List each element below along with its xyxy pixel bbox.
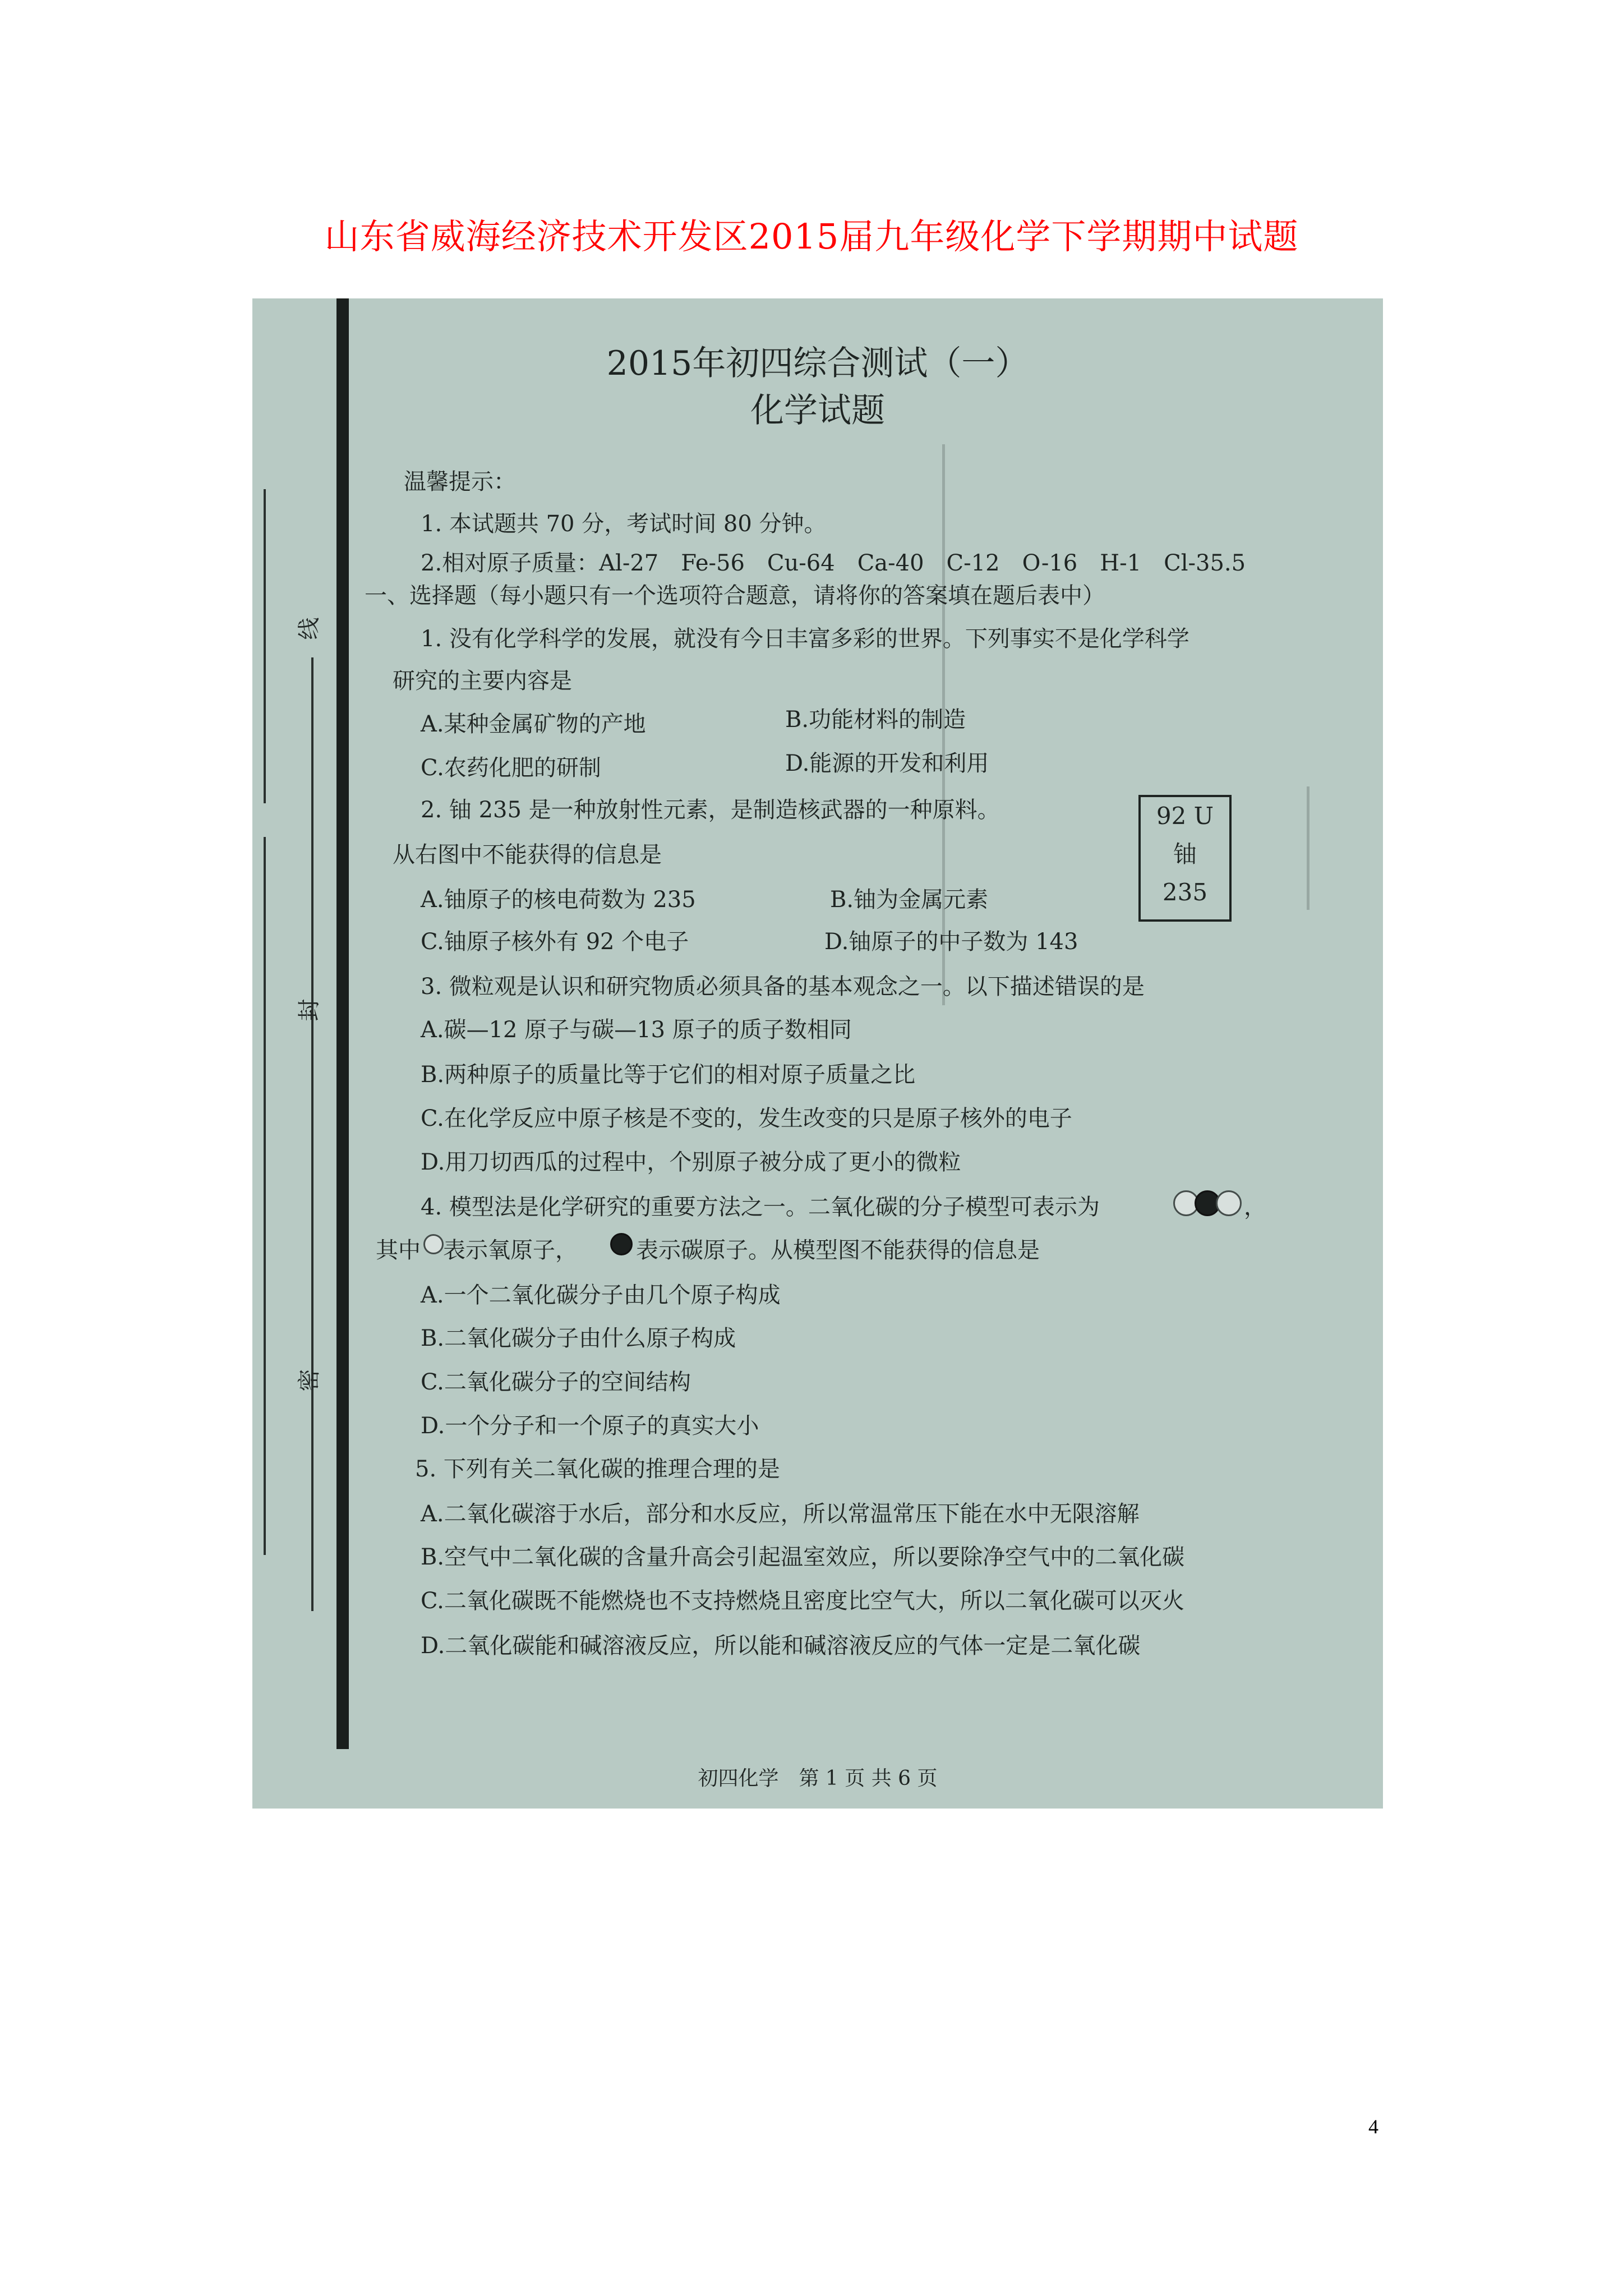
- question-stem: 从右图中不能获得的信息是: [393, 842, 662, 868]
- question-stem: 表示氧原子，: [443, 1237, 578, 1263]
- answer-option: C.农药化肥的研制: [421, 755, 601, 781]
- sheet-footer: 初四化学 第 1 页 共 6 页: [698, 1767, 938, 1790]
- question-stem: 2. 铀 235 是一种放射性元素，是制造核武器的一种原料。: [421, 797, 1000, 823]
- margin-label-seal-line: 线: [296, 617, 322, 640]
- page-number: 4: [1368, 2115, 1378, 2138]
- answer-option: C.二氧化碳既不能燃烧也不支持燃烧且密度比空气大，所以二氧化碳可以灭火: [421, 1588, 1184, 1614]
- margin-rule: [264, 489, 266, 803]
- answer-option: B.二氧化碳分子由什么原子构成: [421, 1326, 736, 1351]
- margin-label-seal: 封: [296, 999, 322, 1022]
- answer-option: A.一个二氧化碳分子由几个原子构成: [421, 1282, 781, 1308]
- answer-option: B.两种原子的质量比等于它们的相对原子质量之比: [421, 1062, 916, 1088]
- answer-option: C.二氧化碳分子的空间结构: [421, 1369, 691, 1395]
- exam-photo: [252, 298, 1383, 1809]
- element-number-symbol: 92 U: [1156, 802, 1214, 830]
- question-stem: 1. 没有化学科学的发展，就没有今日丰富多彩的世界。下列事实不是化学科学: [421, 626, 1189, 652]
- answer-option: A.碳—12 原子与碳—13 原子的质子数相同: [421, 1017, 852, 1043]
- question-stem: 5. 下列有关二氧化碳的推理合理的是: [415, 1456, 780, 1482]
- answer-option: B.空气中二氧化碳的含量升高会引起温室效应，所以要除净空气中的二氧化碳: [421, 1544, 1185, 1570]
- answer-option: A.铀原子的核电荷数为 235: [421, 887, 696, 913]
- binding-line: [336, 298, 349, 1749]
- exam-subtitle: 化学试题: [750, 391, 885, 430]
- uranium-element-card: [1138, 795, 1232, 922]
- oxygen-atom-icon: [1216, 1190, 1242, 1216]
- margin-rule: [264, 837, 266, 1555]
- notes-heading: 温馨提示：: [404, 469, 516, 495]
- answer-option: A.某种金属矿物的产地: [421, 711, 646, 737]
- margin-rule: [311, 657, 313, 1611]
- answer-option: C.在化学反应中原子核是不变的，发生改变的只是原子核外的电子: [421, 1106, 1072, 1131]
- element-mass: 235: [1162, 878, 1208, 906]
- question-stem: 表示碳原子。从模型图不能获得的信息是: [636, 1237, 1040, 1263]
- element-name: 铀: [1173, 840, 1197, 868]
- carbon-atom-icon: [610, 1233, 633, 1255]
- note-item: 1. 本试题共 70 分，考试时间 80 分钟。: [421, 511, 827, 537]
- answer-option: D.二氧化碳能和碱溶液反应，所以能和碱溶液反应的气体一定是二氧化碳: [421, 1633, 1141, 1659]
- answer-option: A.二氧化碳溶于水后，部分和水反应，所以常温常压下能在水中无限溶解: [421, 1501, 1140, 1527]
- margin-label-secret: 密: [296, 1369, 322, 1392]
- question-stem: 3. 微粒观是认识和研究物质必须具备的基本观念之一。以下描述错误的是: [421, 974, 1145, 1000]
- answer-option: D.一个分子和一个原子的真实大小: [421, 1413, 759, 1439]
- question-stem: 4. 模型法是化学研究的重要方法之一。二氧化碳的分子模型可表示为: [421, 1194, 1100, 1220]
- answer-option: B.功能材料的制造: [785, 707, 966, 733]
- answer-option: C.铀原子核外有 92 个电子: [421, 929, 689, 955]
- question-stem: 其中: [376, 1237, 421, 1263]
- question-stem-punct: ，: [1244, 1194, 1266, 1220]
- document-title: 山东省威海经济技术开发区2015届九年级化学下学期期中试题: [324, 216, 1299, 257]
- answer-option: D.用刀切西瓜的过程中，个别原子被分成了更小的微粒: [421, 1149, 961, 1175]
- bleed-through-mark: [1307, 786, 1310, 910]
- note-item: 2.相对原子质量：Al-27 Fe-56 Cu-64 Ca-40 C-12 O-16 H-1 Cl-35.5: [421, 550, 1246, 576]
- oxygen-atom-icon: [423, 1234, 444, 1254]
- question-stem: 研究的主要内容是: [393, 668, 572, 694]
- exam-title: 2015年初四综合测试（一）: [606, 344, 1029, 383]
- section-heading: 一、选择题（每小题只有一个选项符合题意，请将你的答案填在题后表中）: [365, 583, 1105, 609]
- answer-option: D.能源的开发和利用: [785, 751, 989, 776]
- answer-option: B.铀为金属元素: [830, 887, 989, 913]
- answer-option: D.铀原子的中子数为 143: [824, 929, 1078, 955]
